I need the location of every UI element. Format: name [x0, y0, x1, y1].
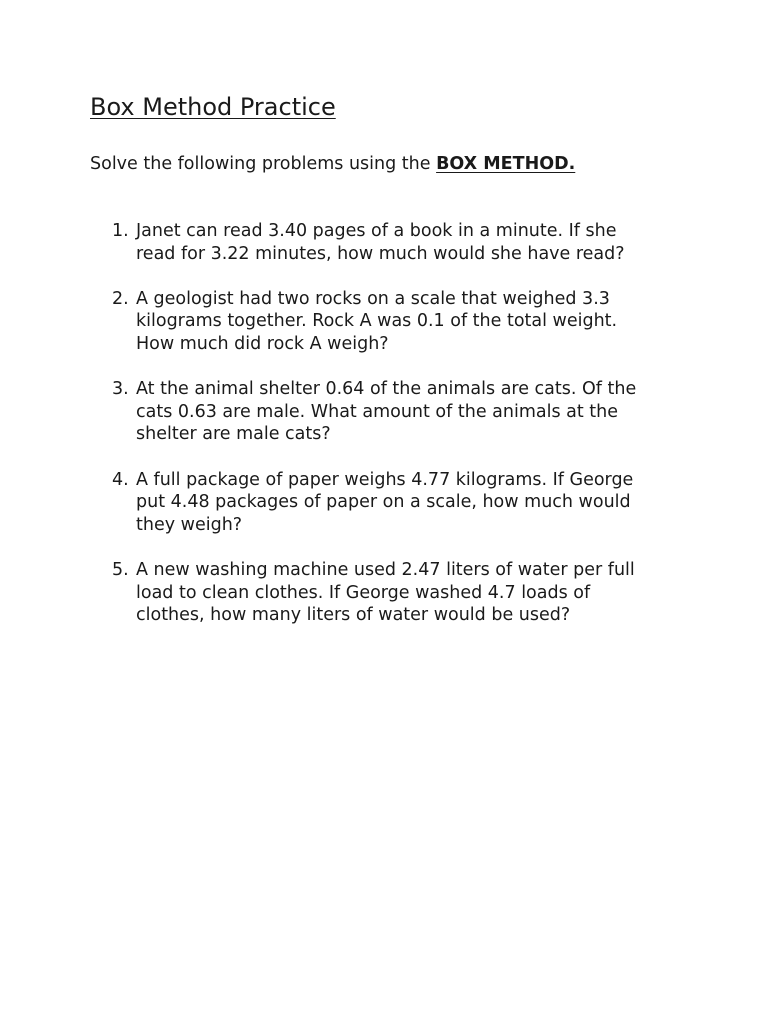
problem-item-5 — [112, 559, 712, 627]
problem-number: 1. — [112, 221, 129, 241]
problem-item-3 — [112, 378, 712, 446]
page-title: Box Method Practice — [90, 93, 336, 121]
problem-item-4 — [112, 469, 712, 537]
problem-text: A new washing machine used 2.47 liters of water per full load to clean clothes. If George washed 4.7 loads of clothes, how many liters of water would be used? — [136, 559, 635, 626]
problem-text: A geologist had two rocks on a scale that weighed 3.3 kilograms together. Rock A was 0.1 of the total weight. How much did rock A weigh? — [136, 288, 618, 354]
instructions-text: Solve the following problems using the — [90, 154, 437, 174]
problem-list — [112, 220, 712, 649]
problem-number: 4. — [112, 469, 129, 490]
problem-number: 3. — [112, 379, 129, 400]
problem-text: Janet can read 3.40 pages of a book in a minute. If she read for 3.22 minutes, how much would she have read? — [136, 221, 625, 264]
problem-item-1 — [112, 220, 712, 265]
problem-text: At the animal shelter 0.64 of the animals are cats. Of the cats 0.63 are male. What amount of the animals at the shelter are male cats? — [136, 379, 637, 445]
instructions-emphasis: BOX METHOD. — [436, 154, 576, 174]
problem-text: A full package of paper weighs 4.77 kilograms. If George put 4.48 packages of paper on a scale, how much would they weigh? — [136, 469, 634, 535]
problem-item-2 — [112, 288, 712, 356]
problem-number: 2. — [112, 288, 129, 309]
problem-number: 5. — [112, 559, 129, 580]
instructions — [90, 152, 575, 176]
